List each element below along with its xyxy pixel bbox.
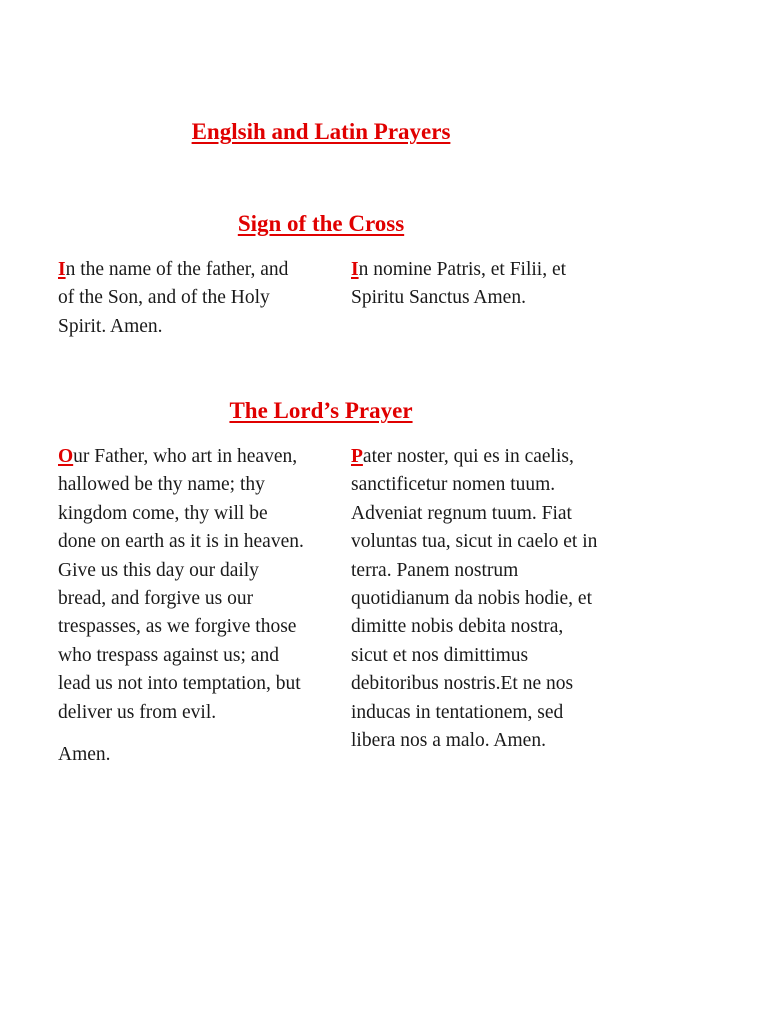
lords-prayer-english-paragraph xyxy=(58,443,308,727)
sign-of-cross-english-paragraph xyxy=(58,256,308,341)
paragraph-text: ur Father, who art in heaven, hallowed be thy name; thy kingdom come, thy will be done on earth as it is in heaven. Give us this day our daily bread, and forgive us our trespasses, as we forgive those who trespass against us; and lead us not into temptation, but deliver us from evil. xyxy=(58,446,304,723)
paragraph-text: n the name of the father, and of the Son, and of the Holy Spirit. Amen. xyxy=(58,259,289,337)
drop-cap-initial: I xyxy=(351,259,359,280)
closing-amen: Amen. xyxy=(58,744,111,766)
sign-of-cross-latin-paragraph xyxy=(351,256,603,313)
lords-prayer-latin-paragraph xyxy=(351,443,603,755)
lords-prayer-english xyxy=(58,443,308,769)
sign-of-cross-latin xyxy=(351,256,603,313)
drop-cap-initial: P xyxy=(351,446,363,467)
section-heading-lords-prayer: The Lord’s Prayer xyxy=(229,398,413,423)
lords-prayer-latin xyxy=(351,443,603,755)
paragraph-text: n nomine Patris, et Filii, et Spiritu Sanctus Amen. xyxy=(351,259,567,309)
document-title: Englsih and Latin Prayers xyxy=(191,119,451,144)
drop-cap-initial: O xyxy=(58,446,74,467)
sign-of-cross-english xyxy=(58,256,308,341)
section-heading-sign-of-the-cross: Sign of the Cross xyxy=(237,211,405,236)
paragraph-text: ater noster, qui es in caelis, sanctificetur nomen tuum. Adveniat regnum tuum. Fiat voluntas tua, sicut in caelo et in terra. Panem nostrum quotidianum da nobis hodie, et dimitte nobis debita nostra, sicut et nos dimittimus debitoribus nostris.Et ne nos inducas in tentationem, sed libera nos a malo. Amen. xyxy=(351,446,598,752)
drop-cap-initial: I xyxy=(58,259,66,280)
